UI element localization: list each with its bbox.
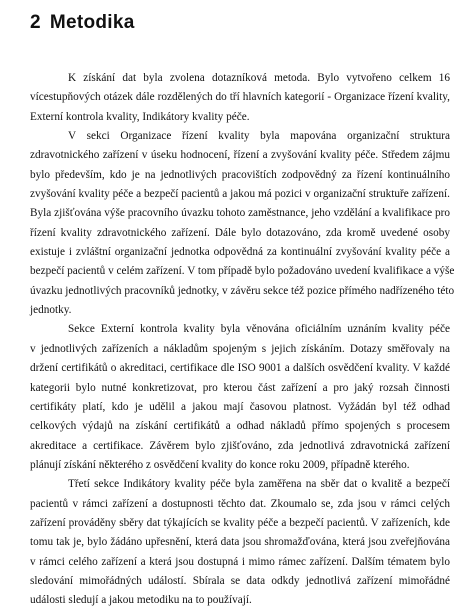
text-line: zdravotnického zařízení v úseku hodnocení, řízení a zvyšování kvality péče. Středem zájmu bbox=[30, 149, 450, 162]
text-line: Sekce Externí kontrola kvality byla věnována oficiálním uznáním kvality péče bbox=[68, 323, 450, 336]
text-line: úvazku jednotlivých pracovníků jednotky, v závěru sekce též pozice přímého nadřízeného této bbox=[30, 284, 455, 297]
text-line: v rámci celého zařízení a která jsou dostupná i mimo rámec zařízení. Dalším tématem bylo bbox=[30, 555, 450, 568]
paragraph bbox=[30, 127, 455, 320]
text-line: pacientů v rámci zařízení a dostupnosti těchto dat. Zkoumalo se, zda jsou v rámci celých bbox=[30, 497, 450, 510]
text-line: bezpečí pacientů v celém zařízení. V tom případě bylo požadováno uvedení kvalifikace a výše bbox=[30, 265, 455, 278]
text-line: události sledují a jakou metodiku na to používají. bbox=[30, 594, 252, 607]
text-line: existuje i zvláštní organizační jednotka odpovědná za kontinuální zvyšování kvality péče a bbox=[30, 246, 450, 259]
text-line: jednotky. bbox=[30, 304, 72, 317]
text-line: Byla zjišťována výše pracovního úvazku tohoto zaměstnance, jeho vzdělání a kvalifikace pro bbox=[30, 207, 450, 220]
paragraph bbox=[30, 320, 450, 475]
text-line: sledování mimořádných událostí. Sbírala se data odkdy jednotlivá zařízení mimořádné bbox=[30, 574, 450, 587]
text-line: akreditace a certifikace. Závěrem bylo zjišťováno, zda jednotlivá zdravotnická zařízení bbox=[30, 439, 450, 452]
text-line: vícestupňových otázek dále rozdělených do tří hlavních kategorií - Organizace řízení kvality, bbox=[30, 91, 450, 104]
paragraph bbox=[30, 69, 450, 127]
text-line: Externí kontrola kvality, Indikátory kvality péče. bbox=[30, 110, 250, 123]
section-number: 2 bbox=[30, 12, 41, 33]
text-line: V sekci Organizace řízení kvality byla mapována organizační struktura bbox=[68, 130, 450, 143]
text-line: zařízení prováděny sběry dat týkajících se kvality péče a bezpečí pacientů. V zařízeních, kde bbox=[30, 516, 450, 529]
text-line: držení certifikátů o akreditaci, certifikace dle ISO 9001 a dalších osvědčení kvality. V každé bbox=[30, 362, 450, 375]
text-line: zvyšování kvality péče a bezpečí pacientů a jakou má pozici v organizační struktuře zařízení. bbox=[30, 188, 450, 201]
text-line: celkových výdajů na získání certifikátů a odhad nákladů přímo spojených s procesem bbox=[30, 420, 450, 433]
text-line: K získání dat byla zvolena dotazníková metoda. Bylo vytvořeno celkem 16 bbox=[68, 72, 450, 84]
paragraph bbox=[30, 475, 450, 610]
text-line: Třetí sekce Indikátory kvality péče byla zaměřena na sběr dat o kvalitě a bezpečí bbox=[68, 478, 450, 491]
text-line: plánují získání některého z osvědčení kvality do konce roku 2009, případně kterého. bbox=[30, 458, 410, 471]
text-line: tomu tak je, bylo žádáno upřesnění, která data jsou shromažďována, která jsou zveřejňována bbox=[30, 536, 450, 549]
text-line: bylo především, kdo je na jednotlivých pracovištích zodpovědný za řízení kontinuálního bbox=[30, 168, 450, 181]
text-line: certifikáty platí, kdo je udělil a jakou mají časovou platnost. Vyžádán byl též odhad bbox=[30, 400, 450, 413]
section-title: Metodika bbox=[49, 12, 135, 33]
text-line: kategorii bylo nutné konkretizovat, pro kterou část zařízení a pro jaký rozsah činnosti bbox=[30, 381, 450, 394]
document-body bbox=[30, 69, 455, 611]
text-line: řízení kvality zdravotnického zařízení. Dále bylo dotazováno, zda kromě uvedené osoby bbox=[30, 226, 450, 239]
text-line: v jednotlivých zařízeních a nákladům spojeným s jejich získáním. Dotazy směřovaly na bbox=[30, 342, 450, 355]
section-heading bbox=[30, 12, 135, 34]
